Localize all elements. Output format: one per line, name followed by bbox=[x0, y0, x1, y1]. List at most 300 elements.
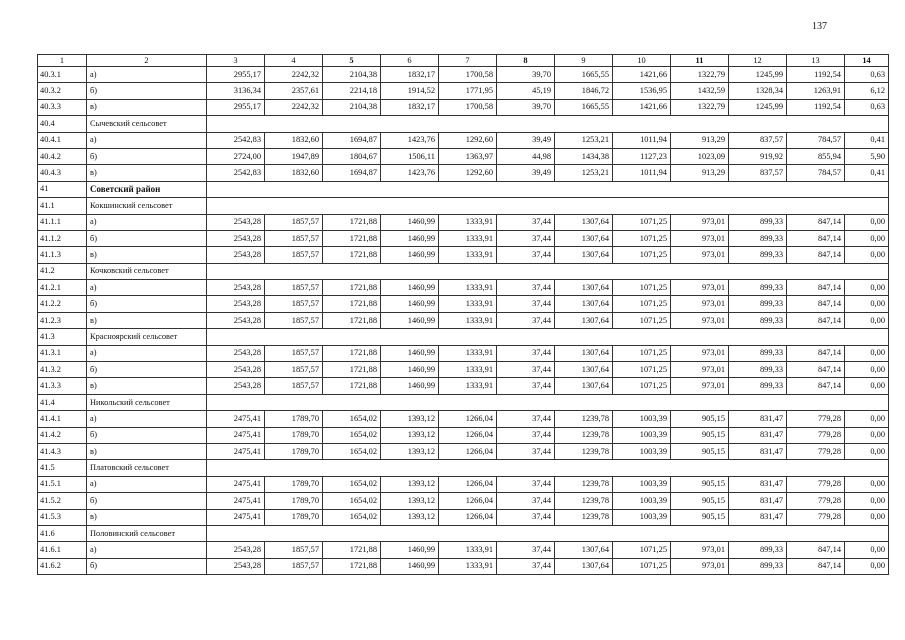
table-row bbox=[38, 296, 889, 312]
table-cell: 1239,78 bbox=[555, 427, 613, 443]
table-cell: 1947,89 bbox=[265, 148, 323, 164]
row-code: 41.6.2 bbox=[38, 558, 87, 574]
row-code: 41.4.2 bbox=[38, 427, 87, 443]
table-cell: 1266,04 bbox=[439, 411, 497, 427]
table-cell: 1721,88 bbox=[323, 296, 381, 312]
table-cell: 905,15 bbox=[671, 443, 729, 459]
table-cell: 1721,88 bbox=[323, 214, 381, 230]
table-cell: 1789,70 bbox=[265, 427, 323, 443]
table-cell: 2475,41 bbox=[207, 493, 265, 509]
row-label: в) bbox=[87, 99, 207, 115]
row-code: 41.4 bbox=[38, 394, 87, 410]
table-cell: 1694,87 bbox=[323, 165, 381, 181]
table-cell: 2543,28 bbox=[207, 542, 265, 558]
table-cell: 37,44 bbox=[497, 427, 555, 443]
table-cell: 0,00 bbox=[845, 427, 889, 443]
table-cell: 1333,91 bbox=[439, 378, 497, 394]
table-cell: 1460,99 bbox=[381, 247, 439, 263]
row-label: Кочковский сельсовет bbox=[87, 263, 207, 279]
table-row bbox=[38, 99, 889, 115]
table-cell: 1654,02 bbox=[323, 493, 381, 509]
row-label: Советский район bbox=[87, 181, 207, 197]
table-cell: 2543,28 bbox=[207, 345, 265, 361]
section-row bbox=[38, 198, 889, 214]
table-cell: 899,33 bbox=[729, 542, 787, 558]
table-cell: 37,44 bbox=[497, 312, 555, 328]
table-cell: 1333,91 bbox=[439, 558, 497, 574]
table-cell: 1363,97 bbox=[439, 148, 497, 164]
table-cell: 39,70 bbox=[497, 99, 555, 115]
table-cell: 2475,41 bbox=[207, 509, 265, 525]
row-code: 40.4.3 bbox=[38, 165, 87, 181]
table-cell: 1421,66 bbox=[613, 99, 671, 115]
table-cell: 1654,02 bbox=[323, 509, 381, 525]
table-cell: 1322,79 bbox=[671, 99, 729, 115]
row-label: б) bbox=[87, 558, 207, 574]
table-row bbox=[38, 312, 889, 328]
table-cell: 1333,91 bbox=[439, 312, 497, 328]
table-cell: 905,15 bbox=[671, 476, 729, 492]
table-cell: 1393,12 bbox=[381, 493, 439, 509]
table-cell: 1239,78 bbox=[555, 509, 613, 525]
table-cell: 37,44 bbox=[497, 411, 555, 427]
table-cell: 0,00 bbox=[845, 476, 889, 492]
table-cell: 0,63 bbox=[845, 67, 889, 83]
table-cell: 6,12 bbox=[845, 83, 889, 99]
table-cell: 855,94 bbox=[787, 148, 845, 164]
table-cell: 837,57 bbox=[729, 132, 787, 148]
table-row bbox=[38, 67, 889, 83]
table-cell: 973,01 bbox=[671, 542, 729, 558]
table-cell: 1421,66 bbox=[613, 67, 671, 83]
table-cell: 847,14 bbox=[787, 280, 845, 296]
row-code: 41.1 bbox=[38, 198, 87, 214]
table-cell: 973,01 bbox=[671, 230, 729, 246]
table-cell: 1857,57 bbox=[265, 345, 323, 361]
table-cell: 779,28 bbox=[787, 509, 845, 525]
row-code: 41.3 bbox=[38, 329, 87, 345]
table-cell: 1832,17 bbox=[381, 67, 439, 83]
table-cell: 1307,64 bbox=[555, 280, 613, 296]
table-cell: 39,49 bbox=[497, 165, 555, 181]
table-cell: 0,00 bbox=[845, 542, 889, 558]
table-cell: 1071,25 bbox=[613, 296, 671, 312]
table-cell: 1857,57 bbox=[265, 558, 323, 574]
row-code: 40.3.2 bbox=[38, 83, 87, 99]
table-cell: 973,01 bbox=[671, 558, 729, 574]
table-cell: 973,01 bbox=[671, 312, 729, 328]
table-cell: 1333,91 bbox=[439, 345, 497, 361]
table-cell: 0,00 bbox=[845, 362, 889, 378]
table-cell: 905,15 bbox=[671, 493, 729, 509]
table-cell: 1460,99 bbox=[381, 280, 439, 296]
table-cell: 1328,34 bbox=[729, 83, 787, 99]
table-cell: 0,00 bbox=[845, 493, 889, 509]
table-cell: 1003,39 bbox=[613, 493, 671, 509]
row-label: б) bbox=[87, 230, 207, 246]
table-cell: 37,44 bbox=[497, 280, 555, 296]
table-cell: 899,33 bbox=[729, 280, 787, 296]
table-cell: 899,33 bbox=[729, 362, 787, 378]
table-cell: 1266,04 bbox=[439, 427, 497, 443]
table-cell: 1307,64 bbox=[555, 345, 613, 361]
table-cell: 0,00 bbox=[845, 378, 889, 394]
row-label: Красноярский сельсовет bbox=[87, 329, 207, 345]
table-cell: 847,14 bbox=[787, 230, 845, 246]
table-cell: 1003,39 bbox=[613, 443, 671, 459]
table-cell: 1307,64 bbox=[555, 312, 613, 328]
column-header: 10 bbox=[613, 55, 671, 67]
table-cell: 1694,87 bbox=[323, 132, 381, 148]
table-cell: 2242,32 bbox=[265, 99, 323, 115]
table-cell: 1789,70 bbox=[265, 411, 323, 427]
table-cell: 905,15 bbox=[671, 427, 729, 443]
row-code: 41.1.3 bbox=[38, 247, 87, 263]
table-cell: 37,44 bbox=[497, 214, 555, 230]
table-cell: 37,44 bbox=[497, 345, 555, 361]
table-cell: 5,90 bbox=[845, 148, 889, 164]
section-row bbox=[38, 263, 889, 279]
table-cell: 1460,99 bbox=[381, 558, 439, 574]
table-cell: 1071,25 bbox=[613, 558, 671, 574]
table-cell: 2104,38 bbox=[323, 67, 381, 83]
table-cell: 3136,34 bbox=[207, 83, 265, 99]
row-code: 40.4.1 bbox=[38, 132, 87, 148]
table-cell: 899,33 bbox=[729, 558, 787, 574]
table-cell: 1239,78 bbox=[555, 493, 613, 509]
table-cell: 1192,54 bbox=[787, 99, 845, 115]
table-cell: 899,33 bbox=[729, 230, 787, 246]
table-cell: 2543,28 bbox=[207, 378, 265, 394]
table-cell: 2214,18 bbox=[323, 83, 381, 99]
table-cell: 2242,32 bbox=[265, 67, 323, 83]
table-cell: 44,98 bbox=[497, 148, 555, 164]
table-row bbox=[38, 230, 889, 246]
table-cell: 779,28 bbox=[787, 427, 845, 443]
row-code: 40.3.3 bbox=[38, 99, 87, 115]
table-cell: 1307,64 bbox=[555, 378, 613, 394]
table-cell: 2543,28 bbox=[207, 214, 265, 230]
table-cell: 0,63 bbox=[845, 99, 889, 115]
table-cell: 1322,79 bbox=[671, 67, 729, 83]
row-code: 40.3.1 bbox=[38, 67, 87, 83]
table-cell: 1721,88 bbox=[323, 247, 381, 263]
table-row bbox=[38, 214, 889, 230]
table-cell: 1393,12 bbox=[381, 509, 439, 525]
table-cell: 1832,17 bbox=[381, 99, 439, 115]
table-cell: 0,00 bbox=[845, 230, 889, 246]
table-cell: 1857,57 bbox=[265, 542, 323, 558]
table-cell: 1771,95 bbox=[439, 83, 497, 99]
row-label: а) bbox=[87, 476, 207, 492]
table-cell: 1460,99 bbox=[381, 296, 439, 312]
empty-cell bbox=[207, 116, 889, 132]
table-cell: 1857,57 bbox=[265, 378, 323, 394]
table-cell: 1071,25 bbox=[613, 280, 671, 296]
table-cell: 1011,94 bbox=[613, 165, 671, 181]
table-cell: 2475,41 bbox=[207, 411, 265, 427]
table-cell: 913,29 bbox=[671, 165, 729, 181]
table-cell: 0,00 bbox=[845, 443, 889, 459]
table-row bbox=[38, 362, 889, 378]
table-row bbox=[38, 476, 889, 492]
table-cell: 39,49 bbox=[497, 132, 555, 148]
table-cell: 1333,91 bbox=[439, 362, 497, 378]
table-cell: 1307,64 bbox=[555, 230, 613, 246]
table-cell: 1239,78 bbox=[555, 443, 613, 459]
table-cell: 779,28 bbox=[787, 411, 845, 427]
table-cell: 847,14 bbox=[787, 378, 845, 394]
table-cell: 1011,94 bbox=[613, 132, 671, 148]
table-cell: 2357,61 bbox=[265, 83, 323, 99]
row-label: Сычевский сельсовет bbox=[87, 116, 207, 132]
row-code: 41.2.2 bbox=[38, 296, 87, 312]
table-cell: 1307,64 bbox=[555, 247, 613, 263]
table-cell: 1393,12 bbox=[381, 443, 439, 459]
header-row bbox=[38, 55, 889, 67]
table-cell: 2542,83 bbox=[207, 132, 265, 148]
table-cell: 1192,54 bbox=[787, 67, 845, 83]
table-cell: 913,29 bbox=[671, 132, 729, 148]
section-row bbox=[38, 394, 889, 410]
row-label: б) bbox=[87, 362, 207, 378]
table-cell: 0,00 bbox=[845, 411, 889, 427]
table-cell: 37,44 bbox=[497, 558, 555, 574]
table-cell: 2543,28 bbox=[207, 230, 265, 246]
table-cell: 1789,70 bbox=[265, 443, 323, 459]
table-cell: 1023,09 bbox=[671, 148, 729, 164]
column-header: 12 bbox=[729, 55, 787, 67]
table-cell: 905,15 bbox=[671, 411, 729, 427]
table-cell: 1263,91 bbox=[787, 83, 845, 99]
table-cell: 1654,02 bbox=[323, 476, 381, 492]
table-cell: 2543,28 bbox=[207, 247, 265, 263]
table-cell: 45,19 bbox=[497, 83, 555, 99]
table-cell: 1536,95 bbox=[613, 83, 671, 99]
table-cell: 1654,02 bbox=[323, 427, 381, 443]
table-row bbox=[38, 427, 889, 443]
table-cell: 1857,57 bbox=[265, 247, 323, 263]
table-cell: 1857,57 bbox=[265, 312, 323, 328]
column-header: 2 bbox=[87, 55, 207, 67]
table-cell: 37,44 bbox=[497, 247, 555, 263]
table-cell: 1857,57 bbox=[265, 230, 323, 246]
row-code: 41.2.1 bbox=[38, 280, 87, 296]
table-cell: 1506,11 bbox=[381, 148, 439, 164]
table-cell: 1857,57 bbox=[265, 362, 323, 378]
table-cell: 905,15 bbox=[671, 509, 729, 525]
empty-cell bbox=[207, 329, 889, 345]
table-cell: 1460,99 bbox=[381, 214, 439, 230]
column-header: 3 bbox=[207, 55, 265, 67]
table-row bbox=[38, 558, 889, 574]
section-row bbox=[38, 329, 889, 345]
table-cell: 1665,55 bbox=[555, 99, 613, 115]
table-cell: 847,14 bbox=[787, 247, 845, 263]
row-label: а) bbox=[87, 214, 207, 230]
table-cell: 1266,04 bbox=[439, 493, 497, 509]
table-cell: 1721,88 bbox=[323, 378, 381, 394]
column-header: 8 bbox=[497, 55, 555, 67]
table-cell: 1266,04 bbox=[439, 443, 497, 459]
table-body bbox=[38, 67, 889, 575]
table-cell: 779,28 bbox=[787, 476, 845, 492]
table-cell: 1460,99 bbox=[381, 362, 439, 378]
table-cell: 1307,64 bbox=[555, 362, 613, 378]
table-cell: 1003,39 bbox=[613, 427, 671, 443]
table-cell: 831,47 bbox=[729, 509, 787, 525]
table-cell: 0,00 bbox=[845, 509, 889, 525]
table-cell: 1721,88 bbox=[323, 362, 381, 378]
row-label: в) bbox=[87, 165, 207, 181]
section-row bbox=[38, 460, 889, 476]
table-cell: 1333,91 bbox=[439, 296, 497, 312]
table-cell: 1857,57 bbox=[265, 296, 323, 312]
table-cell: 1460,99 bbox=[381, 312, 439, 328]
table-cell: 784,57 bbox=[787, 165, 845, 181]
row-label: б) bbox=[87, 493, 207, 509]
table-cell: 1071,25 bbox=[613, 362, 671, 378]
table-cell: 1071,25 bbox=[613, 345, 671, 361]
table-cell: 1071,25 bbox=[613, 542, 671, 558]
row-label: б) bbox=[87, 296, 207, 312]
table-cell: 973,01 bbox=[671, 280, 729, 296]
table-cell: 1721,88 bbox=[323, 280, 381, 296]
row-code: 41.3.1 bbox=[38, 345, 87, 361]
table-cell: 1307,64 bbox=[555, 542, 613, 558]
column-header: 13 bbox=[787, 55, 845, 67]
row-code: 41.5 bbox=[38, 460, 87, 476]
table-cell: 0,00 bbox=[845, 312, 889, 328]
table-cell: 1003,39 bbox=[613, 411, 671, 427]
section-row bbox=[38, 116, 889, 132]
table-cell: 1245,99 bbox=[729, 67, 787, 83]
table-cell: 0,00 bbox=[845, 280, 889, 296]
table-cell: 1071,25 bbox=[613, 247, 671, 263]
row-label: в) bbox=[87, 312, 207, 328]
row-label: а) bbox=[87, 132, 207, 148]
table-cell: 37,44 bbox=[497, 443, 555, 459]
table-cell: 1003,39 bbox=[613, 476, 671, 492]
column-header: 9 bbox=[555, 55, 613, 67]
table-cell: 1393,12 bbox=[381, 427, 439, 443]
row-code: 41.4.3 bbox=[38, 443, 87, 459]
row-code: 41.5.1 bbox=[38, 476, 87, 492]
table-cell: 831,47 bbox=[729, 411, 787, 427]
row-code: 41.4.1 bbox=[38, 411, 87, 427]
row-label: Кокшинский сельсовет bbox=[87, 198, 207, 214]
table-cell: 847,14 bbox=[787, 296, 845, 312]
table-cell: 1423,76 bbox=[381, 132, 439, 148]
table-cell: 847,14 bbox=[787, 542, 845, 558]
row-code: 41.3.3 bbox=[38, 378, 87, 394]
table-cell: 2543,28 bbox=[207, 558, 265, 574]
row-label: Половинский сельсовет bbox=[87, 525, 207, 541]
table-cell: 0,00 bbox=[845, 558, 889, 574]
table-cell: 37,44 bbox=[497, 542, 555, 558]
table-cell: 1460,99 bbox=[381, 345, 439, 361]
table-cell: 1434,38 bbox=[555, 148, 613, 164]
table-row bbox=[38, 345, 889, 361]
row-code: 41.6.1 bbox=[38, 542, 87, 558]
table-cell: 1832,60 bbox=[265, 165, 323, 181]
table-cell: 919,92 bbox=[729, 148, 787, 164]
table-cell: 1654,02 bbox=[323, 411, 381, 427]
table-cell: 1127,23 bbox=[613, 148, 671, 164]
table-cell: 1832,60 bbox=[265, 132, 323, 148]
table-cell: 899,33 bbox=[729, 345, 787, 361]
table-cell: 1460,99 bbox=[381, 378, 439, 394]
row-code: 41.1.2 bbox=[38, 230, 87, 246]
table-cell: 2104,38 bbox=[323, 99, 381, 115]
empty-cell bbox=[207, 181, 889, 197]
table-cell: 1393,12 bbox=[381, 411, 439, 427]
column-header: 11 bbox=[671, 55, 729, 67]
table-cell: 1460,99 bbox=[381, 542, 439, 558]
table-cell: 1721,88 bbox=[323, 542, 381, 558]
table-cell: 37,44 bbox=[497, 493, 555, 509]
table-cell: 1239,78 bbox=[555, 411, 613, 427]
row-code: 41.5.2 bbox=[38, 493, 87, 509]
table-row bbox=[38, 443, 889, 459]
row-code: 41.6 bbox=[38, 525, 87, 541]
table-cell: 37,44 bbox=[497, 476, 555, 492]
table-cell: 2543,28 bbox=[207, 280, 265, 296]
table-cell: 37,44 bbox=[497, 362, 555, 378]
row-code: 41 bbox=[38, 181, 87, 197]
table-row bbox=[38, 411, 889, 427]
table-cell: 2542,83 bbox=[207, 165, 265, 181]
table-cell: 1721,88 bbox=[323, 312, 381, 328]
table-cell: 2475,41 bbox=[207, 443, 265, 459]
row-label: а) bbox=[87, 345, 207, 361]
table-cell: 899,33 bbox=[729, 214, 787, 230]
table-row bbox=[38, 165, 889, 181]
column-header: 1 bbox=[38, 55, 87, 67]
row-code: 41.2 bbox=[38, 263, 87, 279]
table-cell: 973,01 bbox=[671, 362, 729, 378]
table-cell: 0,00 bbox=[845, 345, 889, 361]
table-cell: 1071,25 bbox=[613, 378, 671, 394]
table-cell: 1789,70 bbox=[265, 509, 323, 525]
table-cell: 831,47 bbox=[729, 443, 787, 459]
row-label: а) bbox=[87, 280, 207, 296]
row-label: б) bbox=[87, 148, 207, 164]
table-cell: 1393,12 bbox=[381, 476, 439, 492]
table-cell: 831,47 bbox=[729, 476, 787, 492]
table-row bbox=[38, 148, 889, 164]
empty-cell bbox=[207, 263, 889, 279]
table-cell: 1857,57 bbox=[265, 214, 323, 230]
table-cell: 1914,52 bbox=[381, 83, 439, 99]
tariff-table bbox=[37, 54, 889, 575]
empty-cell bbox=[207, 460, 889, 476]
row-code: 40.4.2 bbox=[38, 148, 87, 164]
table-cell: 1665,55 bbox=[555, 67, 613, 83]
table-cell: 37,44 bbox=[497, 296, 555, 312]
table-cell: 0,41 bbox=[845, 165, 889, 181]
table-cell: 1423,76 bbox=[381, 165, 439, 181]
table-cell: 779,28 bbox=[787, 443, 845, 459]
row-label: а) bbox=[87, 542, 207, 558]
table-row bbox=[38, 509, 889, 525]
row-label: в) bbox=[87, 443, 207, 459]
table-cell: 1789,70 bbox=[265, 476, 323, 492]
row-label: в) bbox=[87, 247, 207, 263]
empty-cell bbox=[207, 198, 889, 214]
table-row bbox=[38, 378, 889, 394]
table-cell: 0,00 bbox=[845, 296, 889, 312]
